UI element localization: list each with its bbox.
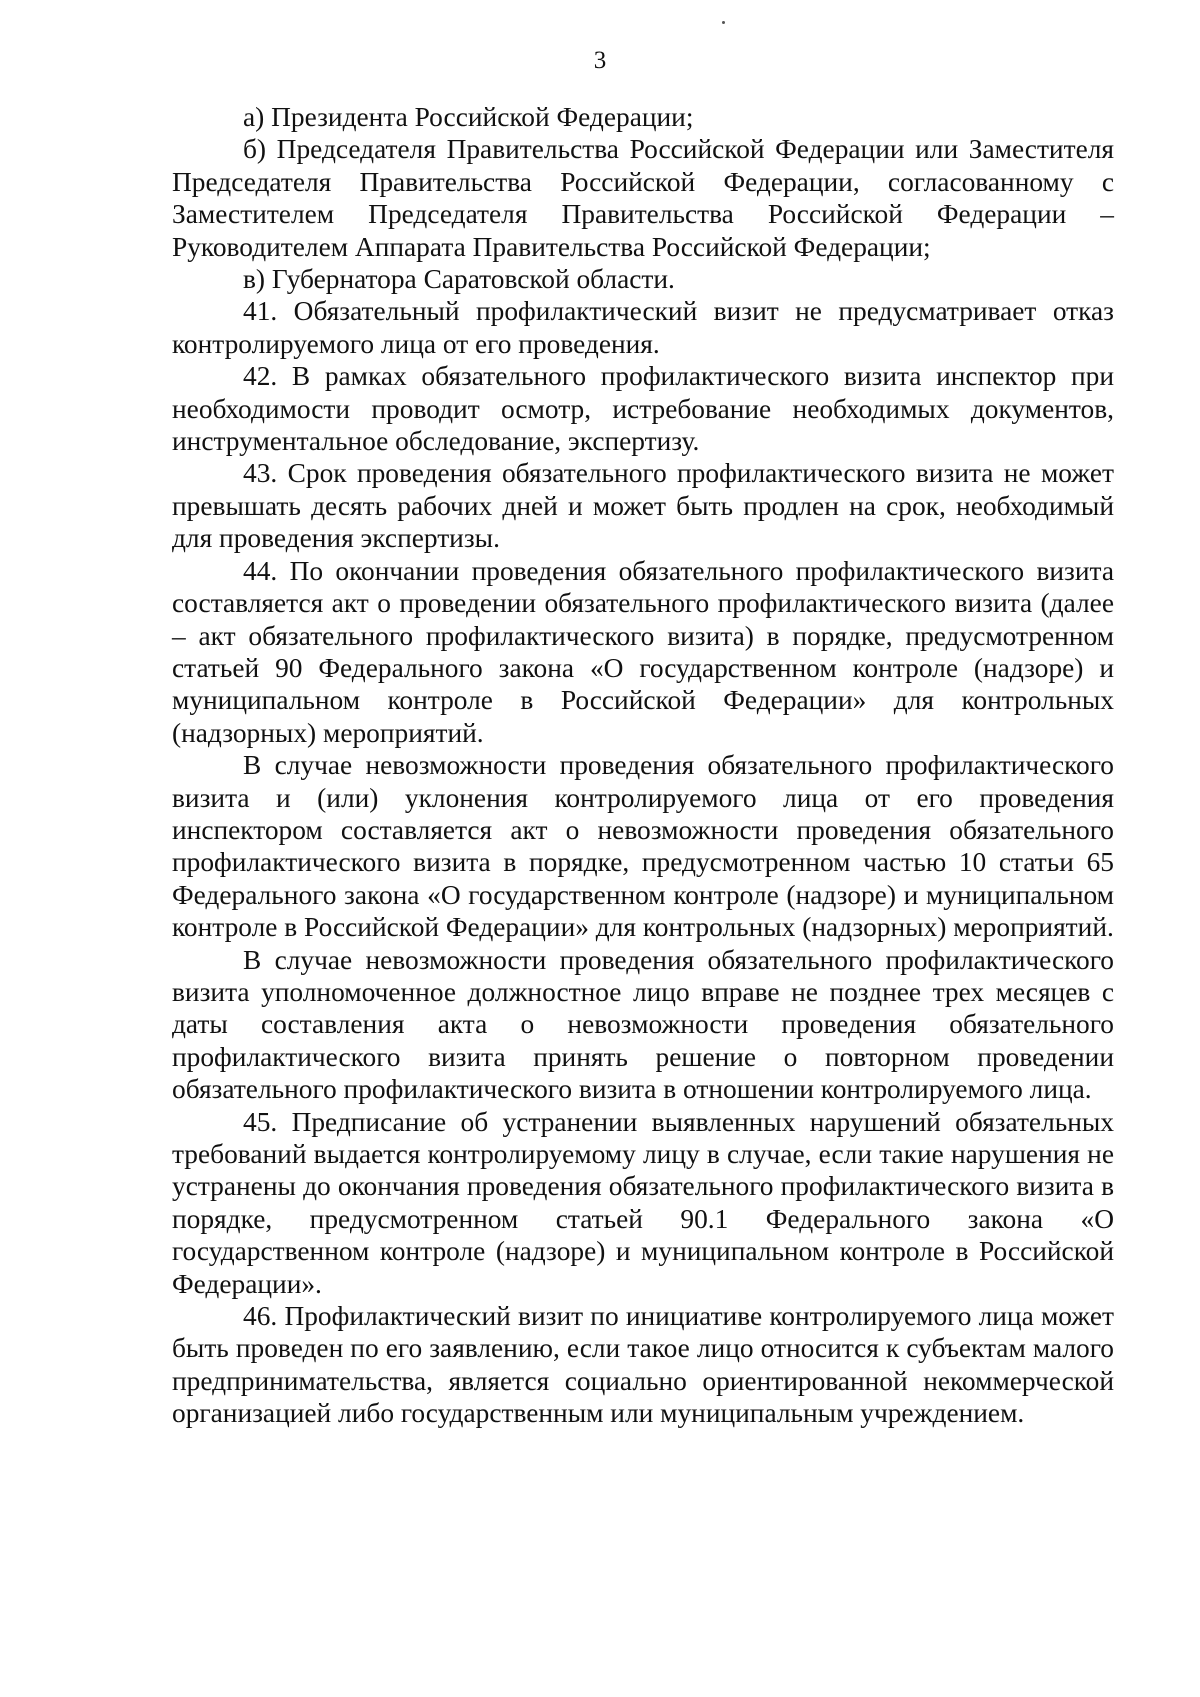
- clause-46: 46. Профилактический визит по инициативе контролируемого лица может быть проведен по его заявлению, если такое лицо относится к субъектам малого предпринимательства, является социально ориентированной некоммерческой организацией либо государственным или муниципальным учреждением.: [172, 1301, 1114, 1429]
- clause-44: 44. По окончании проведения обязательного профилактического визита составляется акт о проведении обязательного профилактического визита (далее – акт обязательного профилактического визита) в порядке, предусмотренном статьей 90 Федерального закона «О государственном контроле (надзоре) и муниципальном контроле в Российской Федерации» для контрольных (надзорных) мероприятий.: [172, 555, 1114, 748]
- clause-42: 42. В рамках обязательного профилактического визита инспектор при необходимости проводит осмотр, истребование необходимых документов, инструментальное обследование, экспертизу.: [172, 361, 1114, 457]
- clause-44-impossibility-act: В случае невозможности проведения обязательного профилактического визита и (или) уклонения контролируемого лица от его проведения инспектором составляется акт о невозможности проведения обязательного профилактического визита в порядке, предусмотренном частью 10 статьи 65 Федерального закона «О государственном контроле (надзоре) и муниципальном контроле в Российской Федерации» для контрольных (надзорных) мероприятий.: [172, 750, 1114, 943]
- clause-45: 45. Предписание об устранении выявленных нарушений обязательных требований выдается контролируемому лицу в случае, если такие нарушения не устранены до окончания проведения обязательного профилактического визита в порядке, предусмотренном статьей 90.1 Федерального закона «О государственном контроле (надзоре) и муниципальном контроле в Российской Федерации».: [172, 1106, 1114, 1299]
- list-item-chairman: б) Председателя Правительства Российской Федерации или Заместителя Председателя Правительства Российской Федерации, согласованному с Заместителем Председателя Правительства Российской Федерации – Руководителем Аппарата Правительства Российской Федерации;: [172, 134, 1114, 262]
- clause-44-repeat-visit: В случае невозможности проведения обязательного профилактического визита уполномоченное должностное лицо вправе не позднее трех месяцев с даты составления акта о невозможности проведения обязательного профилактического визита принять решение о повторном проведении обязательного профилактического визита в отношении контролируемого лица.: [172, 944, 1114, 1105]
- document-body: [172, 101, 1114, 1430]
- page-number: 3: [593, 47, 607, 74]
- clause-41: 41. Обязательный профилактический визит не предусматривает отказ контролируемого лица от его проведения.: [172, 296, 1114, 359]
- list-item-president: а) Президента Российской Федерации;: [243, 102, 694, 132]
- list-item-governor: в) Губернатора Саратовской области.: [243, 264, 675, 295]
- scan-speck: [722, 21, 725, 24]
- clause-43: 43. Срок проведения обязательного профилактического визита не может превышать десять рабочих дней и может быть продлен на срок, необходимый для проведения экспертизы.: [172, 458, 1114, 554]
